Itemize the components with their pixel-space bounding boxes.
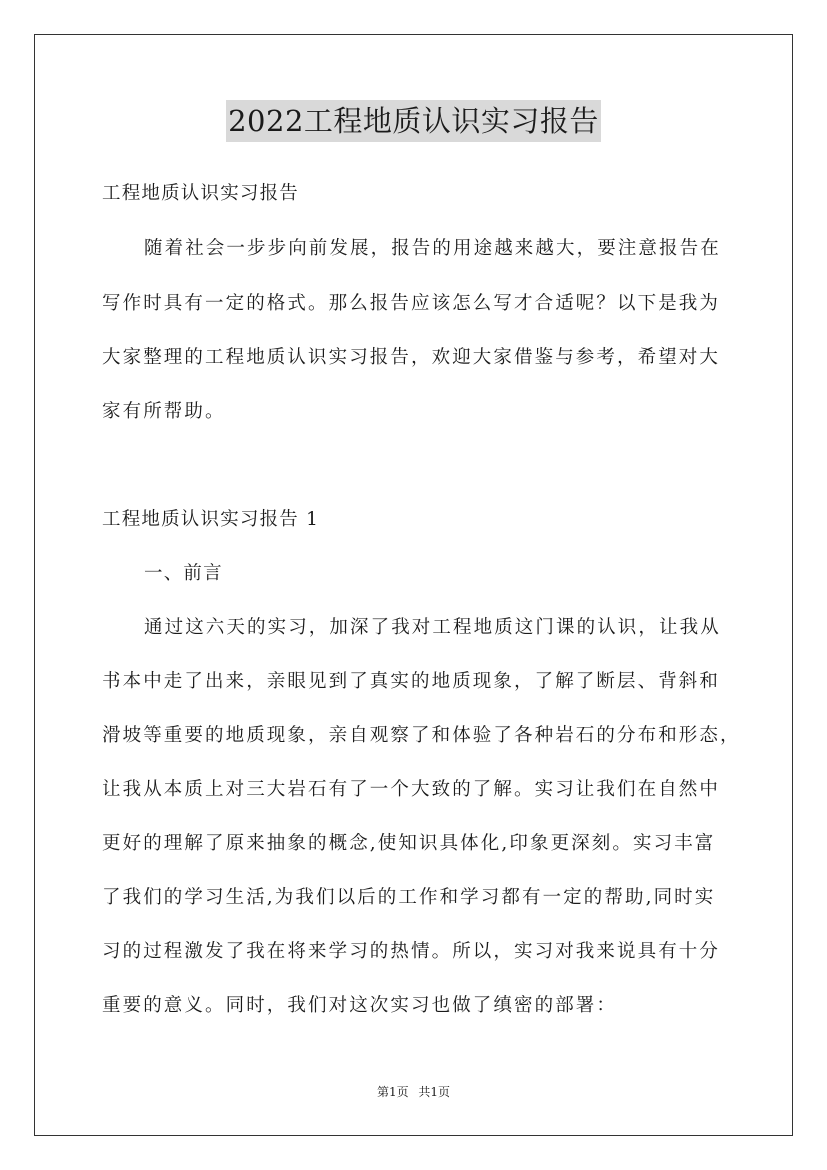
body-line: 更好的理解了原来抽象的概念,使知识具体化,印象更深刻。实习丰富 — [102, 833, 716, 854]
section-title: 工程地质认识实习报告 1 — [102, 509, 320, 530]
intro-line: 写作时具有一定的格式。那么报告应该怎么写才合适呢？以下是我为 — [102, 293, 721, 314]
intro-line: 随着社会一步步向前发展，报告的用途越来越大，要注意报告在 — [144, 238, 721, 259]
document-title: 2022工程地质认识实习报告 — [0, 100, 827, 142]
body-line: 习的过程激发了我在将来学习的热情。所以，实习对我来说具有十分 — [102, 941, 721, 962]
body-line: 了我们的学习生活,为我们以后的工作和学习都有一定的帮助,同时实 — [102, 887, 716, 908]
body-line: 重要的意义。同时，我们对这次实习也做了缜密的部署： — [102, 995, 618, 1016]
intro-line: 家有所帮助。 — [102, 401, 226, 422]
body-line: 书本中走了出来，亲眼见到了真实的地质现象，了解了断层、背斜和 — [102, 671, 721, 692]
page-number: 第1页 — [376, 1085, 409, 1099]
document-subtitle: 工程地质认识实习报告 — [102, 183, 300, 204]
page-footer — [0, 1083, 827, 1100]
page-total: 共1页 — [418, 1085, 451, 1099]
body-line: 让我从本质上对三大岩石有了一个大致的了解。实习让我们在自然中 — [102, 779, 721, 800]
intro-line: 大家整理的工程地质认识实习报告，欢迎大家借鉴与参考，希望对大 — [102, 347, 721, 368]
body-line: 通过这六天的实习，加深了我对工程地质这门课的认识，让我从 — [144, 617, 721, 638]
body-line: 滑坡等重要的地质现象，亲自观察了和体验了各种岩石的分布和形态， — [102, 725, 741, 746]
subsection-title: 一、前言 — [144, 563, 223, 584]
